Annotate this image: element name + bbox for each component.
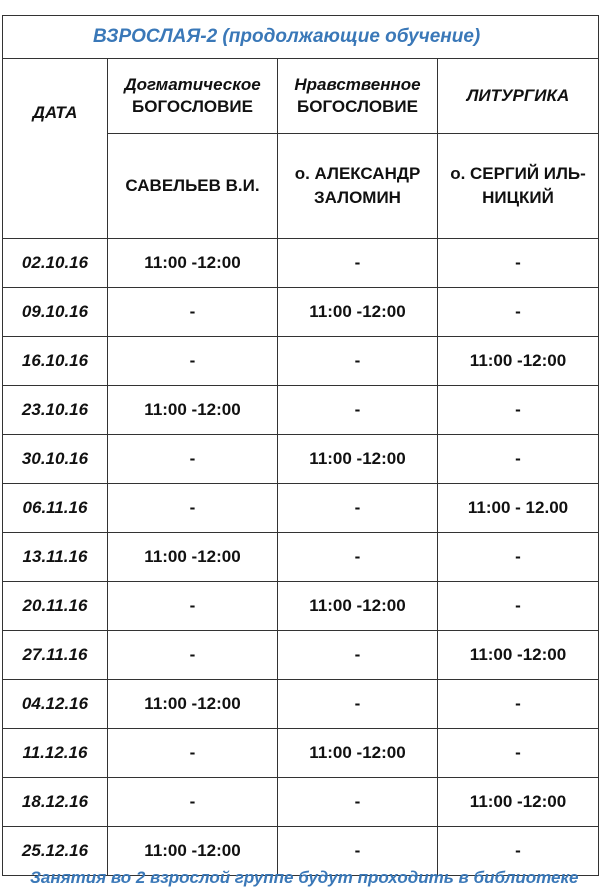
time-cell-dogmatic: 11:00 -12:00 <box>108 386 278 435</box>
time-cell-liturgics: 11:00 -12:00 <box>438 631 599 680</box>
subject-name-line2: БОГОСЛОВИЕ <box>297 97 418 116</box>
time-cell-dogmatic: - <box>108 288 278 337</box>
date-cell: 13.11.16 <box>3 533 108 582</box>
time-cell-moral: - <box>278 337 438 386</box>
time-cell-dogmatic: - <box>108 631 278 680</box>
time-cell-moral: 11:00 -12:00 <box>278 582 438 631</box>
table-row <box>3 435 599 484</box>
time-cell-dogmatic: 11:00 -12:00 <box>108 533 278 582</box>
time-cell-dogmatic: - <box>108 337 278 386</box>
date-cell: 16.10.16 <box>3 337 108 386</box>
time-cell-moral: - <box>278 778 438 827</box>
date-cell: 25.12.16 <box>3 827 108 876</box>
time-cell-dogmatic: 11:00 -12:00 <box>108 239 278 288</box>
teacher-liturgics: о. СЕРГИЙ ИЛЬ-НИЦКИЙ <box>438 134 599 239</box>
time-cell-dogmatic: 11:00 -12:00 <box>108 827 278 876</box>
subject-name-line1: Нравственное <box>294 75 421 94</box>
table-row <box>3 484 599 533</box>
time-cell-dogmatic: - <box>108 435 278 484</box>
date-cell: 09.10.16 <box>3 288 108 337</box>
time-cell-liturgics: 11:00 - 12.00 <box>438 484 599 533</box>
time-cell-liturgics: - <box>438 680 599 729</box>
table-row <box>3 337 599 386</box>
schedule-table <box>2 15 599 876</box>
teacher-moral: о. АЛЕКСАНДР ЗАЛОМИН <box>278 134 438 239</box>
table-row <box>3 582 599 631</box>
time-cell-liturgics: - <box>438 288 599 337</box>
time-cell-liturgics: - <box>438 386 599 435</box>
date-cell: 30.10.16 <box>3 435 108 484</box>
time-cell-moral: - <box>278 827 438 876</box>
time-cell-moral: - <box>278 386 438 435</box>
table-row <box>3 533 599 582</box>
time-cell-dogmatic: - <box>108 778 278 827</box>
time-cell-moral: - <box>278 533 438 582</box>
time-cell-liturgics: 11:00 -12:00 <box>438 778 599 827</box>
date-cell: 06.11.16 <box>3 484 108 533</box>
subject-name-line1: Догматическое <box>124 75 261 94</box>
time-cell-liturgics: 11:00 -12:00 <box>438 337 599 386</box>
time-cell-liturgics: - <box>438 239 599 288</box>
time-cell-moral: - <box>278 680 438 729</box>
table-row <box>3 631 599 680</box>
time-cell-liturgics: - <box>438 729 599 778</box>
time-cell-moral: - <box>278 631 438 680</box>
time-cell-dogmatic: - <box>108 582 278 631</box>
date-cell: 11.12.16 <box>3 729 108 778</box>
time-cell-moral: - <box>278 484 438 533</box>
schedule-sheet <box>2 15 598 876</box>
time-cell-moral: 11:00 -12:00 <box>278 288 438 337</box>
date-cell: 23.10.16 <box>3 386 108 435</box>
table-row <box>3 288 599 337</box>
teacher-dogmatic: САВЕЛЬЕВ В.И. <box>108 134 278 239</box>
date-cell: 04.12.16 <box>3 680 108 729</box>
table-row <box>3 386 599 435</box>
table-row <box>3 239 599 288</box>
time-cell-liturgics: - <box>438 827 599 876</box>
subject-header-moral <box>278 59 438 134</box>
subject-header-dogmatic <box>108 59 278 134</box>
schedule-title: ВЗРОСЛАЯ-2 (продолжающие обучение) <box>3 16 599 59</box>
subject-header-liturgics <box>438 59 599 134</box>
table-row <box>3 680 599 729</box>
table-row <box>3 729 599 778</box>
time-cell-moral: - <box>278 239 438 288</box>
time-cell-dogmatic: 11:00 -12:00 <box>108 680 278 729</box>
time-cell-moral: 11:00 -12:00 <box>278 435 438 484</box>
date-column-header: ДАТА <box>3 59 108 239</box>
time-cell-liturgics: - <box>438 435 599 484</box>
subject-name-line1: ЛИТУРГИКА <box>466 86 570 105</box>
time-cell-liturgics: - <box>438 582 599 631</box>
time-cell-dogmatic: - <box>108 729 278 778</box>
date-cell: 02.10.16 <box>3 239 108 288</box>
subject-name-line2: БОГОСЛОВИЕ <box>132 97 253 116</box>
time-cell-dogmatic: - <box>108 484 278 533</box>
date-cell: 18.12.16 <box>3 778 108 827</box>
date-cell: 20.11.16 <box>3 582 108 631</box>
time-cell-liturgics: - <box>438 533 599 582</box>
time-cell-moral: 11:00 -12:00 <box>278 729 438 778</box>
table-row <box>3 778 599 827</box>
date-cell: 27.11.16 <box>3 631 108 680</box>
footer-note: Занятия во 2 взрослой группе будут проходить в библиотеке <box>30 868 579 887</box>
